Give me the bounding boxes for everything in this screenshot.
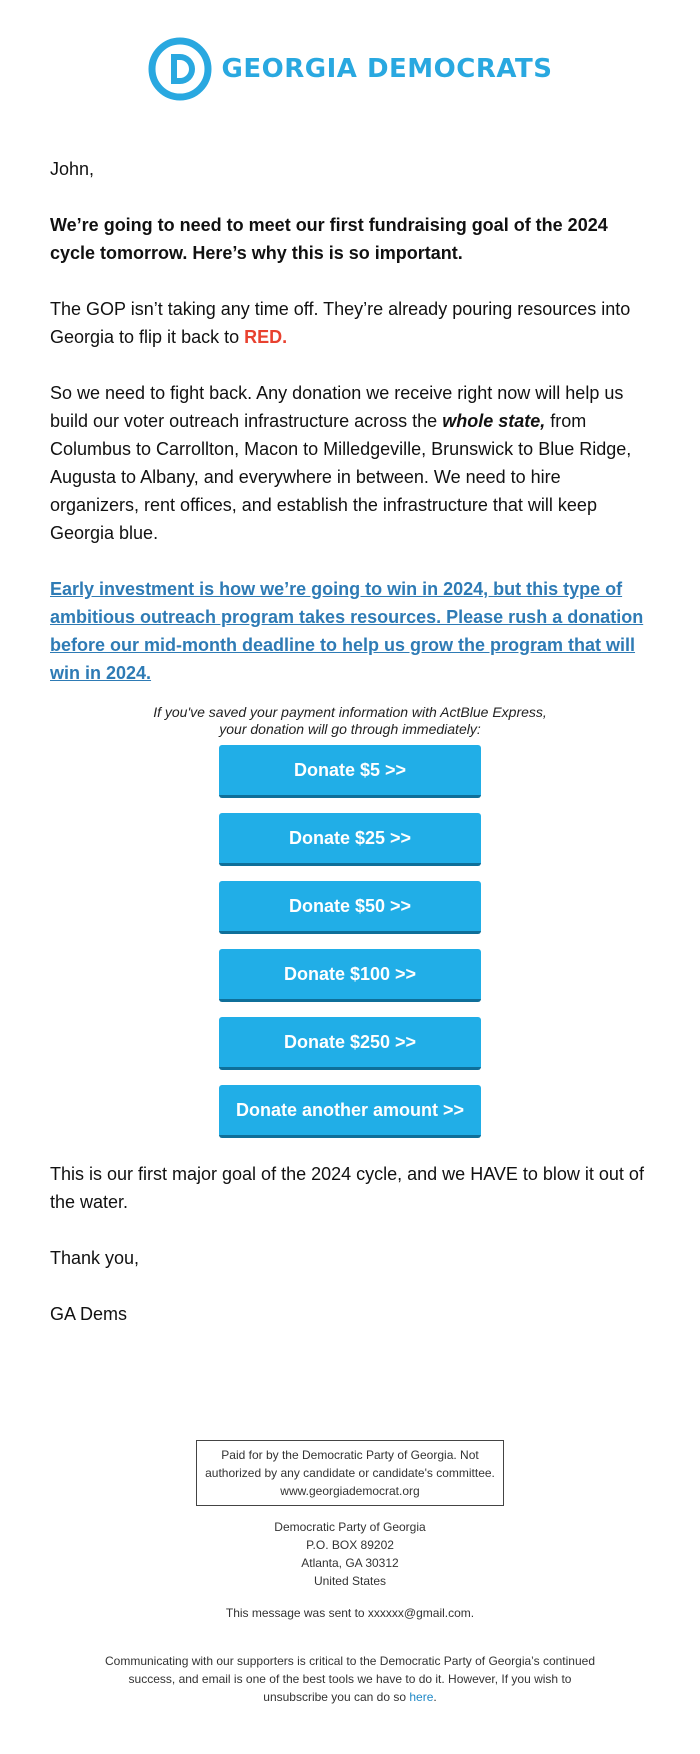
donate-5-button[interactable]: Donate $5 >>	[219, 745, 481, 798]
fight-back-text-a: So we need to fight back. Any donation we receive right now will help us build our voter outreach infrastructure across the	[50, 383, 624, 431]
donate-25-button[interactable]: Donate $25 >>	[219, 813, 481, 866]
closing-paragraph: This is our first major goal of the 2024 cycle, and we HAVE to blow it out of the water.	[50, 1164, 644, 1212]
unsub-line-3-wrap	[90, 1688, 610, 1706]
paid-for-disclaimer	[196, 1440, 504, 1506]
d-circle-logo-icon	[148, 37, 212, 101]
donate-other-amount-button[interactable]: Donate another amount >>	[219, 1085, 481, 1138]
signature: GA Dems	[50, 1304, 128, 1324]
sent-suffix: .	[470, 1606, 475, 1620]
gop-paragraph	[50, 295, 650, 351]
thank-you: Thank you,	[50, 1248, 140, 1268]
fight-back-paragraph	[50, 379, 650, 547]
paid-line-1: Paid for by the Democratic Party of Georgia. Not	[221, 1448, 479, 1462]
unsub-line-1: Communicating with our supporters is critical to the Democratic Party of Georgia’s continued	[105, 1654, 595, 1668]
address-city: Atlanta, GA 30312	[301, 1556, 399, 1570]
donate-250-button[interactable]: Donate $250 >>	[219, 1017, 481, 1070]
actblue-note-line1: If you've saved your payment information with ActBlue Express,	[153, 704, 547, 720]
unsubscribe-link[interactable]: here	[409, 1690, 434, 1704]
donation-link-paragraph	[50, 575, 650, 687]
unsub-line-3: unsubscribe you can do so	[263, 1690, 410, 1704]
greeting: John,	[50, 159, 95, 179]
email-footer	[0, 1440, 700, 1706]
whole-state-emphasis: whole state,	[442, 411, 546, 431]
actblue-note-line2: your donation will go through immediately:	[219, 721, 481, 737]
recipient-email: xxxxxx@gmail.com	[367, 1606, 471, 1620]
logo-text: GEORGIA DEMOCRATS	[221, 54, 553, 84]
donate-buttons	[0, 745, 700, 1153]
paid-line-2: authorized by any candidate or candidate's committee.	[205, 1466, 495, 1480]
address-country: United States	[313, 1574, 387, 1588]
donate-50-button[interactable]: Donate $50 >>	[219, 881, 481, 934]
red-highlight: RED.	[244, 327, 288, 347]
paid-line-3: www.georgiademocrat.org	[280, 1484, 420, 1498]
sent-prefix: This message was sent to	[225, 1606, 368, 1620]
unsubscribe-notice	[90, 1652, 610, 1706]
header-logo	[0, 0, 700, 104]
rush-donation-link[interactable]: Early investment is how we’re going to win in 2024, but this type of ambitious outreach program takes resources. Please rush a donation before our mid-month deadline to help us grow the program that will win in 2024.	[50, 579, 644, 683]
fight-back-text-b: from Columbus to Carrollton, Macon to Milledgeville, Brunswick to Blue Ridge, Augusta to Albany, and everywhere in between. We need to hire organizers, rent offices, and establish the infrastructure that will keep Georgia blue.	[50, 411, 632, 543]
address-box: P.O. BOX 89202	[306, 1538, 394, 1552]
address-org: Democratic Party of Georgia	[274, 1520, 426, 1534]
actblue-note	[0, 704, 700, 738]
gop-paragraph-text: The GOP isn’t taking any time off. They’re already pouring resources into Georgia to flip it back to	[50, 299, 631, 347]
unsub-end: .	[433, 1690, 437, 1704]
unsub-line-2: success, and email is one of the best tools we have to do it. However, If you wish to	[128, 1672, 572, 1686]
email-closing	[0, 1160, 700, 1328]
intro-bold-paragraph: We’re going to need to meet our first fundraising goal of the 2024 cycle tomorrow. Here’s why this is so important.	[50, 215, 608, 263]
email-body	[0, 155, 700, 687]
mailing-address	[0, 1518, 700, 1590]
donate-100-button[interactable]: Donate $100 >>	[219, 949, 481, 1002]
sent-to-notice	[0, 1604, 700, 1622]
